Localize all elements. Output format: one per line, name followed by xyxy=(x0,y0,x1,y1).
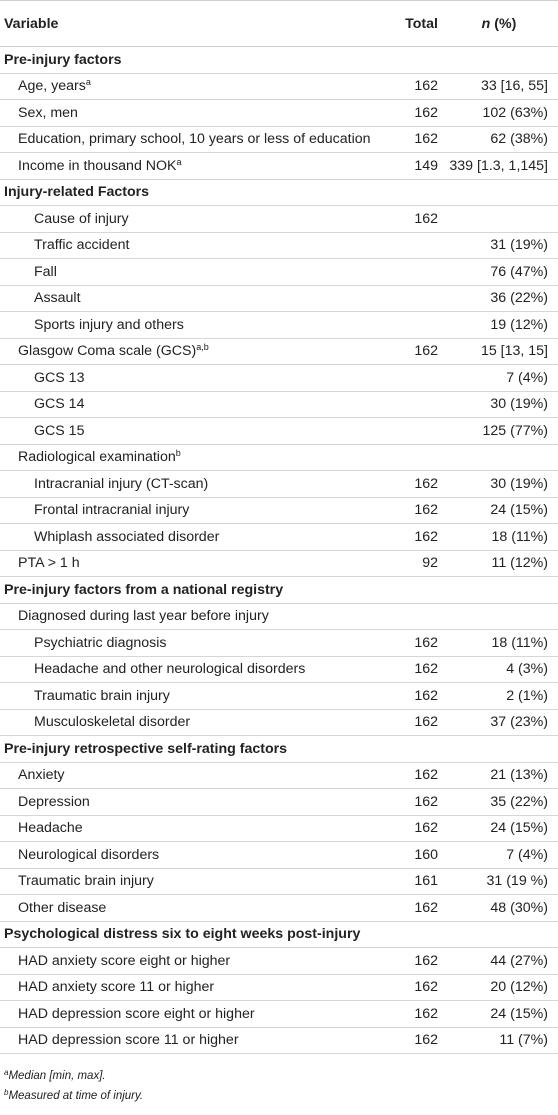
table-row xyxy=(0,842,558,869)
row-total: 149 xyxy=(392,153,440,180)
row-label-text: Whiplash associated disorder xyxy=(34,528,220,545)
row-label xyxy=(0,100,392,127)
table-header xyxy=(0,1,558,47)
table-row xyxy=(0,1001,558,1028)
footnote xyxy=(4,1066,143,1086)
table-row xyxy=(0,683,558,710)
row-label-text: Education, primary school, 10 years or less of education xyxy=(18,131,371,148)
row-value: 24 (15%) xyxy=(440,815,558,842)
table-row xyxy=(0,630,558,657)
table-row xyxy=(0,285,558,312)
section-title: Injury-related Factors xyxy=(0,179,558,206)
row-value: 30 (19%) xyxy=(440,471,558,498)
footnote-mark: a xyxy=(176,156,182,167)
row-label xyxy=(0,550,392,577)
row-value: 31 (19 %) xyxy=(440,868,558,895)
row-label xyxy=(0,868,392,895)
table-row xyxy=(0,444,558,471)
row-label-text: HAD depression score 11 or higher xyxy=(18,1032,239,1049)
row-total: 162 xyxy=(392,656,440,683)
row-total: 162 xyxy=(392,1027,440,1054)
row-label-text: Sex, men xyxy=(18,104,78,121)
row-value: 37 (23%) xyxy=(440,709,558,736)
row-total: 162 xyxy=(392,100,440,127)
row-label xyxy=(0,259,392,286)
row-value: 125 (77%) xyxy=(440,418,558,445)
row-value: 2 (1%) xyxy=(440,683,558,710)
row-total: 161 xyxy=(392,868,440,895)
row-total: 162 xyxy=(392,762,440,789)
footnote xyxy=(4,1086,143,1106)
row-label-text: Neurological disorders xyxy=(18,846,160,863)
table-row xyxy=(0,709,558,736)
table-row xyxy=(0,100,558,127)
section-title: Psychological distress six to eight weeks post-injury xyxy=(0,921,558,948)
table-row xyxy=(0,1027,558,1054)
table-row xyxy=(0,338,558,365)
row-value: 24 (15%) xyxy=(440,497,558,524)
footnote-mark: b xyxy=(175,448,181,459)
table-row xyxy=(0,895,558,922)
row-total: 162 xyxy=(392,895,440,922)
row-value: 18 (11%) xyxy=(440,524,558,551)
table-row xyxy=(0,153,558,180)
row-value: 4 (3%) xyxy=(440,656,558,683)
row-label-text: GCS 14 xyxy=(34,396,85,413)
table-row xyxy=(0,73,558,100)
table-row xyxy=(0,312,558,339)
section-title: Pre-injury retrospective self-rating factors xyxy=(0,736,558,763)
row-total xyxy=(392,285,440,312)
row-label xyxy=(0,1027,392,1054)
header-n-percent xyxy=(440,1,558,47)
row-label xyxy=(0,312,392,339)
row-total: 162 xyxy=(392,471,440,498)
row-total: 162 xyxy=(392,789,440,816)
row-label xyxy=(0,153,392,180)
row-label xyxy=(0,418,392,445)
row-label-text: Traumatic brain injury xyxy=(18,873,154,890)
row-total xyxy=(392,603,440,630)
table-row xyxy=(0,524,558,551)
row-label-text: GCS 13 xyxy=(34,369,85,386)
row-label xyxy=(0,365,392,392)
table-row xyxy=(0,656,558,683)
table-row xyxy=(0,603,558,630)
row-total: 162 xyxy=(392,948,440,975)
section-header-row xyxy=(0,47,558,74)
row-label xyxy=(0,391,392,418)
table-row xyxy=(0,948,558,975)
row-value: 33 [16, 55] xyxy=(440,73,558,100)
row-label-text: GCS 15 xyxy=(34,422,85,439)
row-value: 24 (15%) xyxy=(440,1001,558,1028)
table-row xyxy=(0,232,558,259)
section-header-row xyxy=(0,921,558,948)
row-label-text: HAD anxiety score 11 or higher xyxy=(18,979,215,996)
row-value: 62 (38%) xyxy=(440,126,558,153)
table-row xyxy=(0,974,558,1001)
row-label-text: Income in thousand NOK xyxy=(18,157,177,174)
row-total: 162 xyxy=(392,974,440,1001)
row-label-text: Anxiety xyxy=(18,767,65,784)
row-total: 162 xyxy=(392,683,440,710)
table-row xyxy=(0,418,558,445)
row-label-text: Cause of injury xyxy=(34,210,129,227)
header-row xyxy=(0,1,558,47)
row-label-text: Diagnosed during last year before injury xyxy=(18,608,269,625)
table-row xyxy=(0,391,558,418)
row-total: 162 xyxy=(392,524,440,551)
row-label xyxy=(0,974,392,1001)
row-label xyxy=(0,683,392,710)
row-value: 48 (30%) xyxy=(440,895,558,922)
section-title: Pre-injury factors xyxy=(0,47,558,74)
row-total: 162 xyxy=(392,815,440,842)
row-value: 339 [1.3, 1,145] xyxy=(440,153,558,180)
row-total xyxy=(392,365,440,392)
row-value: 15 [13, 15] xyxy=(440,338,558,365)
row-total: 162 xyxy=(392,497,440,524)
row-total xyxy=(392,312,440,339)
row-label-text: Headache and other neurological disorders xyxy=(34,661,306,678)
table-row xyxy=(0,259,558,286)
row-label xyxy=(0,285,392,312)
footnote-mark: a,b xyxy=(196,342,209,353)
header-pct: (%) xyxy=(490,15,517,32)
table-row xyxy=(0,868,558,895)
table-row xyxy=(0,762,558,789)
row-value: 31 (19%) xyxy=(440,232,558,259)
row-total xyxy=(392,232,440,259)
row-total xyxy=(392,391,440,418)
row-label-text: Radiological examination xyxy=(18,449,176,466)
table-row xyxy=(0,471,558,498)
row-value: 44 (27%) xyxy=(440,948,558,975)
row-label xyxy=(0,206,392,233)
footnote-text: Median [min, max]. xyxy=(8,1070,106,1082)
row-total xyxy=(392,259,440,286)
row-total: 162 xyxy=(392,709,440,736)
row-label xyxy=(0,948,392,975)
footnote-mark: a xyxy=(4,1068,9,1077)
row-label-text: Intracranial injury (CT-scan) xyxy=(34,475,209,492)
row-label-text: Musculoskeletal disorder xyxy=(34,714,191,731)
row-total: 162 xyxy=(392,126,440,153)
row-label xyxy=(0,471,392,498)
table-row xyxy=(0,789,558,816)
row-label xyxy=(0,232,392,259)
row-value: 36 (22%) xyxy=(440,285,558,312)
table-row xyxy=(0,365,558,392)
row-value xyxy=(440,206,558,233)
row-value: 11 (12%) xyxy=(440,550,558,577)
row-label-text: Other disease xyxy=(18,899,107,916)
row-label-text: Depression xyxy=(18,793,90,810)
footnote-mark: b xyxy=(4,1088,9,1097)
row-label-text: Headache xyxy=(18,820,83,837)
row-value: 20 (12%) xyxy=(440,974,558,1001)
row-label xyxy=(0,497,392,524)
row-value: 21 (13%) xyxy=(440,762,558,789)
row-label-text: Sports injury and others xyxy=(34,316,184,333)
table-row xyxy=(0,126,558,153)
row-value: 76 (47%) xyxy=(440,259,558,286)
row-total: 162 xyxy=(392,1001,440,1028)
row-label xyxy=(0,815,392,842)
row-label-text: PTA > 1 h xyxy=(18,555,80,572)
section-header-row xyxy=(0,577,558,604)
row-label-text: Assault xyxy=(34,290,81,307)
section-header-row xyxy=(0,736,558,763)
row-label-text: Frontal intracranial injury xyxy=(34,502,190,519)
row-label-text: HAD anxiety score eight or higher xyxy=(18,952,231,969)
row-value: 19 (12%) xyxy=(440,312,558,339)
table-row xyxy=(0,206,558,233)
table-row xyxy=(0,497,558,524)
row-total: 92 xyxy=(392,550,440,577)
row-total: 162 xyxy=(392,73,440,100)
row-label-text: HAD depression score eight or higher xyxy=(18,1005,255,1022)
row-label xyxy=(0,126,392,153)
row-total xyxy=(392,418,440,445)
row-total: 162 xyxy=(392,206,440,233)
table-row xyxy=(0,550,558,577)
row-label xyxy=(0,444,392,471)
row-total: 162 xyxy=(392,630,440,657)
row-label xyxy=(0,709,392,736)
row-label-text: Traffic accident xyxy=(34,237,130,254)
row-label-text: Psychiatric diagnosis xyxy=(34,634,167,651)
row-value: 18 (11%) xyxy=(440,630,558,657)
row-label xyxy=(0,842,392,869)
row-value: 35 (22%) xyxy=(440,789,558,816)
row-label xyxy=(0,524,392,551)
row-label-text: Fall xyxy=(34,263,57,280)
row-value: 11 (7%) xyxy=(440,1027,558,1054)
footnote-text: Measured at time of injury. xyxy=(8,1090,144,1102)
row-label-text: Age, years xyxy=(18,78,86,95)
row-value: 102 (63%) xyxy=(440,100,558,127)
row-label xyxy=(0,895,392,922)
row-label xyxy=(0,762,392,789)
header-total: Total xyxy=(392,1,440,47)
row-value: 7 (4%) xyxy=(440,842,558,869)
footnote-mark: a xyxy=(85,77,91,88)
table-body xyxy=(0,47,558,1054)
row-label xyxy=(0,1001,392,1028)
row-label xyxy=(0,73,392,100)
section-title: Pre-injury factors from a national registry xyxy=(0,577,558,604)
header-variable: Variable xyxy=(0,1,392,47)
row-label-text: Traumatic brain injury xyxy=(34,687,170,704)
row-total: 162 xyxy=(392,338,440,365)
row-value xyxy=(440,603,558,630)
row-total: 160 xyxy=(392,842,440,869)
row-label xyxy=(0,656,392,683)
row-label xyxy=(0,789,392,816)
row-label xyxy=(0,338,392,365)
row-value: 30 (19%) xyxy=(440,391,558,418)
row-total xyxy=(392,444,440,471)
section-header-row xyxy=(0,179,558,206)
header-n: n xyxy=(481,15,491,32)
table-row xyxy=(0,815,558,842)
row-label-text: Glasgow Coma scale (GCS) xyxy=(18,343,197,360)
row-label xyxy=(0,630,392,657)
row-value xyxy=(440,444,558,471)
row-value: 7 (4%) xyxy=(440,365,558,392)
row-label xyxy=(0,603,392,630)
footnotes xyxy=(4,1066,143,1106)
